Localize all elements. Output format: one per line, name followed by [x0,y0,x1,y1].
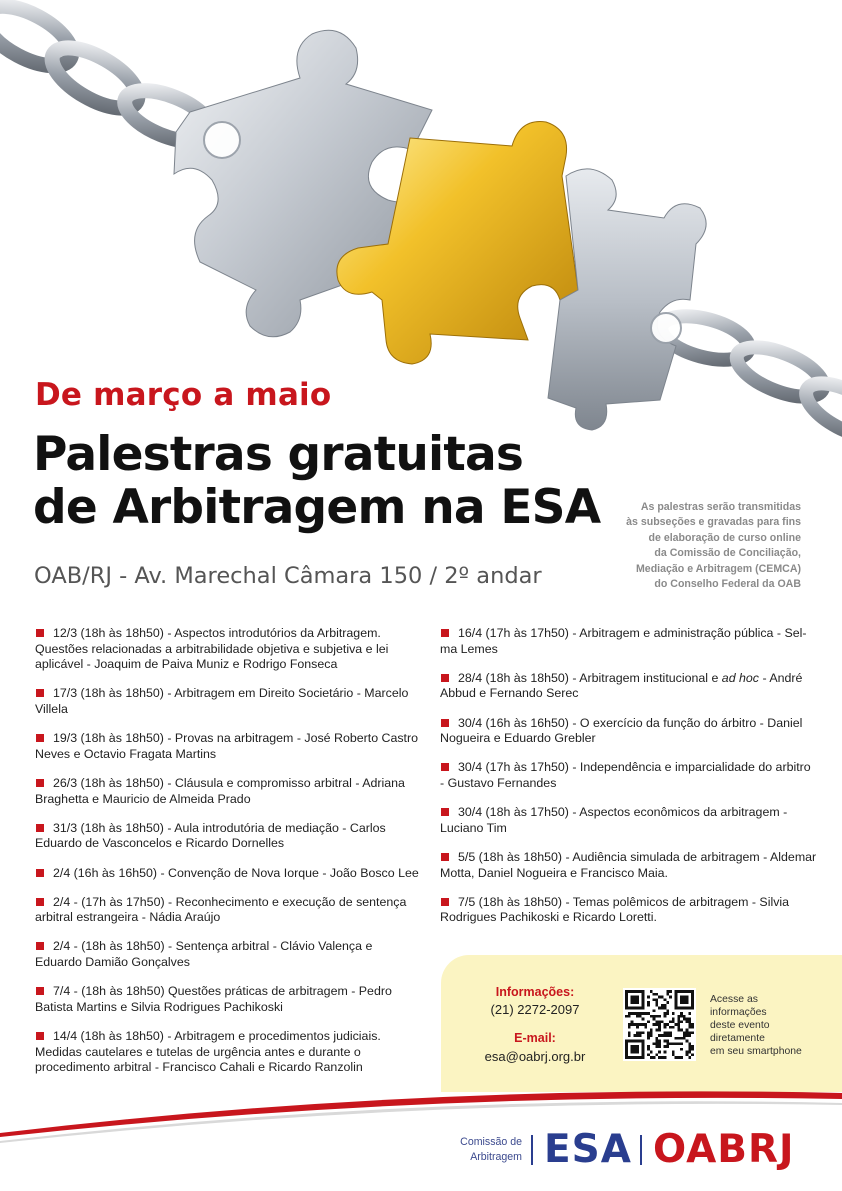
schedule-left [35,626,420,1089]
bullet-icon [36,824,44,832]
bullet-icon [441,629,449,637]
side-note-line: do Conselho Federal da OAB [654,578,801,591]
schedule-item: 12/3 (18h às 18h50) - Aspectos introdutórios da Arbitragem. Questões relacionadas a arbitrabilidade objetiva e subjetiva e lei aplicável - Joaquim de Paiva Muniz e Rodrigo Fonseca [35,626,389,672]
bullet-icon [36,942,44,950]
bullet-icon [441,763,449,771]
bullet-icon [36,779,44,787]
bullet-icon [36,869,44,877]
commission-label: Comissão de Arbitragem [460,1136,522,1163]
divider [640,1135,642,1165]
bullet-icon [36,898,44,906]
qr-caption: Acesse as informações deste evento diretamente em seu smartphone [710,994,802,1057]
bullet-icon [36,987,44,995]
oabrj-logo: OABRJ [653,1127,795,1172]
schedule-item: 30/4 (16h às 16h50) - O exercício da função do árbitro - Daniel Nogueira e Eduardo Grebler [440,715,803,746]
qr-code-icon[interactable] [623,988,696,1061]
schedule-item: 17/3 (18h às 18h50) - Arbitragem em Direito Societário - Marcelo Villela [35,686,409,716]
title-line-1: Palestras gratuitas [33,427,524,482]
schedule-item: 28/4 (18h às 18h50) - Arbitragem institucional e ad hoc - André Abbud e Fernando Serec [440,670,803,701]
bullet-icon [441,719,449,727]
phone-label: Informações: [495,985,575,999]
schedule-item: 30/4 (18h às 17h50) - Aspectos econômicos da arbitragem - Luciano Tim [440,805,788,835]
bullet-icon [441,674,449,682]
side-note-line: de elaboração de curso online [648,531,801,544]
esa-logo: ESA [544,1127,632,1172]
schedule-item: 30/4 (17h às 17h50) - Independência e imparcialidade do arbitro - Gustavo Fernandes [440,760,811,790]
schedule-item: 5/5 (18h às 18h50) - Audiência simulada de arbitragem - Aldemar Motta, Daniel Nogueira e Francisco Maia. [440,849,817,880]
bullet-icon [36,734,44,742]
bullet-icon [36,629,44,637]
side-note [581,500,801,592]
right-chain [657,308,842,447]
schedule-item: 7/5 (18h às 18h50) - Temas polêmicos de arbitragem - Silvia Rodrigues Pachikoski e Ricardo Loretti. [440,894,790,925]
silver-puzzle-right [548,169,706,430]
schedule-item: 2/4 - (17h às 17h50) - Reconhecimento e execução de sentença arbitral estrangeira - Nádia Araújo [35,894,407,925]
phone-number[interactable]: (21) 2272-2097 [490,1002,580,1017]
side-note-line: da Comissão de Conciliação, [654,547,801,560]
subtitle: De março a maio [35,377,332,413]
side-note-line: As palestras serão transmitidas [640,501,801,513]
schedule-item: 16/4 (17h às 17h50) - Arbitragem e administração pública - Sel- ma Lemes [440,626,807,656]
address: OAB/RJ - Av. Marechal Câmara 150 / 2º andar [34,563,542,589]
email-address[interactable]: esa@oabrj.org.br [484,1049,586,1064]
side-note-line: às subseções e gravadas para fins [626,516,801,529]
divider [531,1135,533,1165]
bullet-icon [441,898,449,906]
bullet-icon [36,1032,44,1040]
schedule-item: 2/4 - (18h às 18h50) - Sentença arbitral - Clávio Valença e Eduardo Damião Gonçalves [35,939,373,970]
title-line-2: de Arbitragem na ESA [33,480,601,535]
side-note-line: Mediação e Arbitragem (CEMCA) [635,562,801,575]
bullet-icon [441,808,449,816]
bullet-icon [36,689,44,697]
schedule-item: 14/4 (18h às 18h50) - Arbitragem e procedimentos judiciais. Medidas cautelares e tutelas de urgência antes e durante o procedimento arbitral - Francisco Cahali e Ricardo Ranzolin [35,1029,381,1075]
schedule-item: 7/4 - (18h às 18h50) Questões práticas de arbitragem - Pedro Batista Martins e Silvia Rodrigues Pachikoski [35,984,392,1014]
email-label: E-mail: [514,1031,556,1045]
schedule-item: 19/3 (18h às 18h50) - Provas na arbitragem - José Roberto Castro Neves e Octavio Fragata Martins [35,731,419,761]
schedule-item: 2/4 (16h às 16h50) - Convenção de Nova Iorque - João Bosco Lee [35,866,420,882]
schedule-item: 31/3 (18h às 18h50) - Aula introdutória de mediação - Carlos Eduardo de Vasconcelos e Ricardo Dornelles [35,820,386,851]
schedule-item: 26/3 (18h às 18h50) - Cláusula e compromisso arbitral - Adriana Braghetta e Mauricio de Almeida Prado [35,775,405,806]
bullet-icon [441,853,449,861]
schedule-right [440,626,825,939]
page-title [33,428,600,534]
